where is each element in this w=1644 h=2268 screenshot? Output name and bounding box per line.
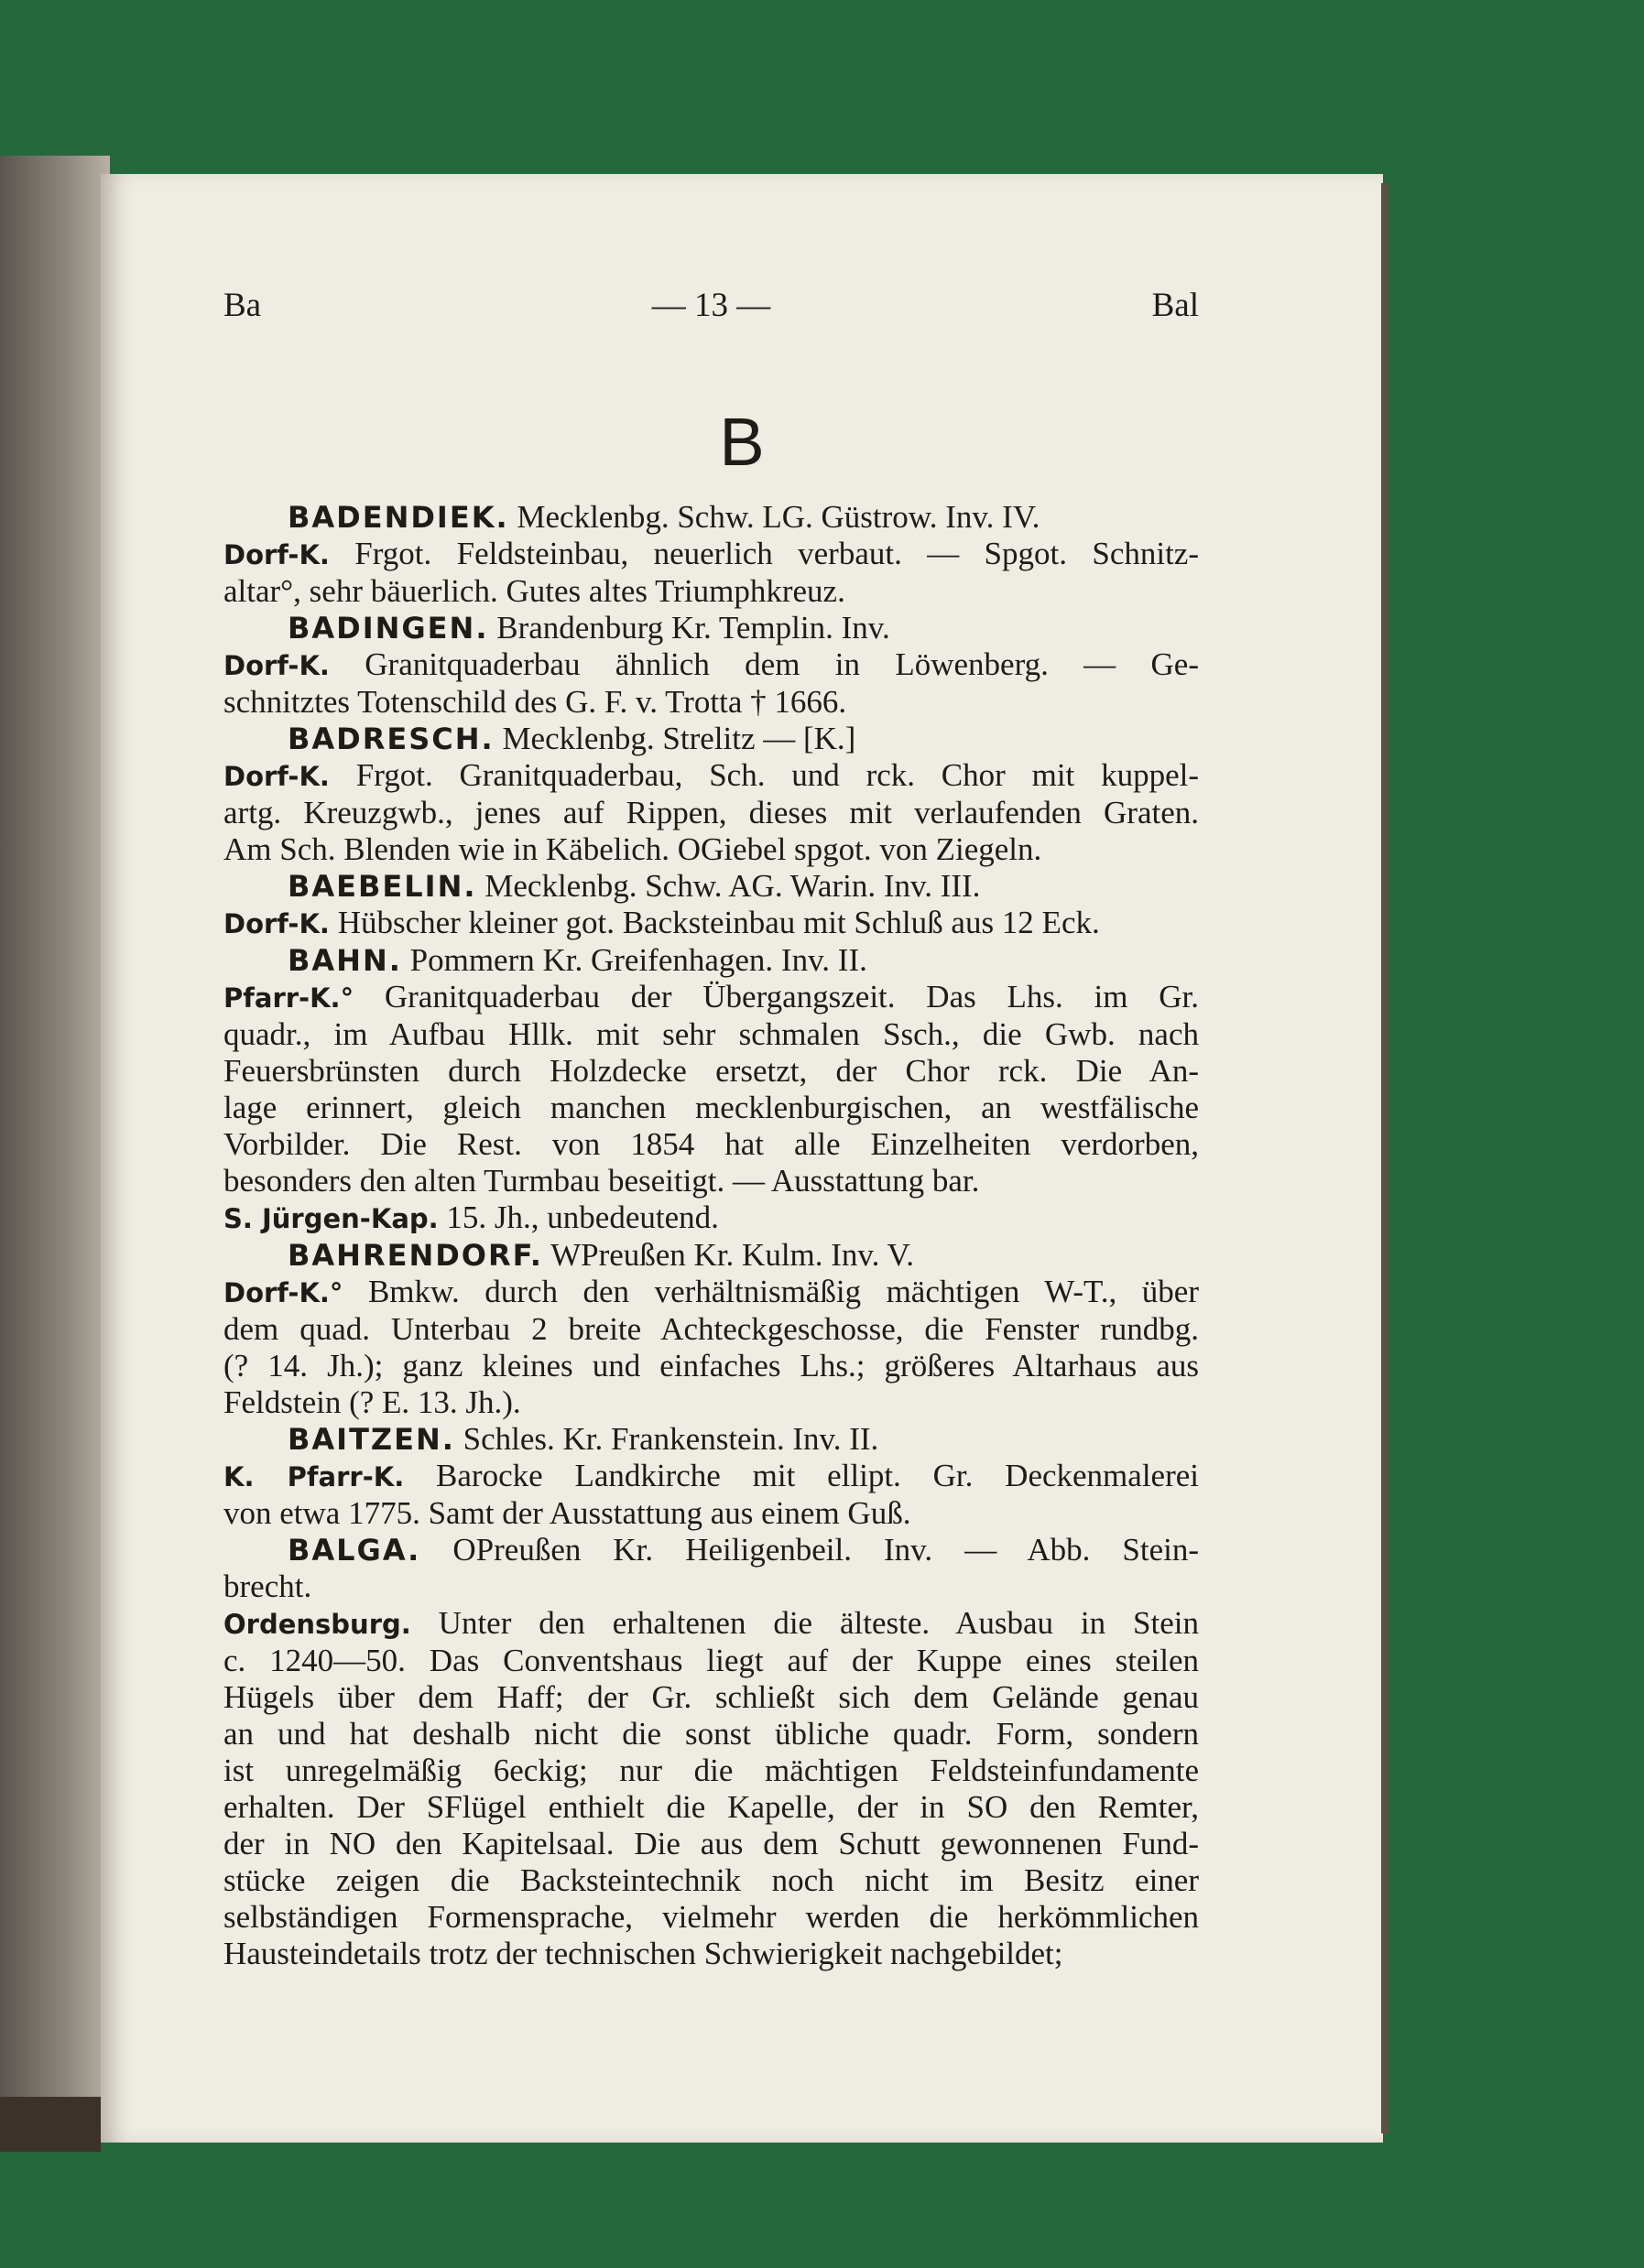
- line-text: Hügels über dem Haff; der Gr. schließt sich dem Gelände genau: [223, 1679, 1199, 1715]
- line-text: besonders den alten Turmbau beseitigt. — Ausstattung bar.: [223, 1163, 980, 1199]
- building-label: Dorf-K.: [223, 761, 330, 792]
- line-text: Vorbilder. Die Rest. von 1854 hat alle Einzelheiten verdorben,: [223, 1126, 1199, 1162]
- line-text: an und hat deshalb nicht die sonst übliche quadr. Form, sondern: [223, 1716, 1199, 1752]
- running-head: [223, 286, 1199, 331]
- gazetteer-entries: [223, 499, 1199, 1972]
- running-head-left: Ba: [223, 287, 262, 324]
- line-text: erhalten. Der SFlügel enthielt die Kapelle, der in SO den Remter,: [223, 1789, 1199, 1825]
- building-label: Dorf-K.: [223, 650, 330, 681]
- line-text: dem quad. Unterbau 2 breite Achteckgeschosse, die Fenster rundbg.: [223, 1311, 1199, 1347]
- text-line: [223, 1458, 1199, 1495]
- text-line: [223, 1679, 1199, 1716]
- text-line: [223, 1384, 1199, 1421]
- line-text: Mecklenbg. Schw. LG. Güstrow. Inv. IV.: [517, 499, 1040, 535]
- line-text: artg. Kreuzgwb., jenes auf Rippen, dieses mit verlaufenden Graten.: [223, 795, 1199, 830]
- text-line: [223, 1568, 1199, 1605]
- place-name: BAHRENDORF.: [288, 1238, 543, 1273]
- line-text: lage erinnert, gleich manchen mecklenburgischen, an westfälische: [223, 1090, 1199, 1125]
- building-label: Dorf-K.°: [223, 1277, 343, 1308]
- text-line: [223, 1826, 1199, 1862]
- page-number: — 13 —: [651, 287, 771, 324]
- text-line: [223, 1348, 1199, 1384]
- text-line: [223, 795, 1199, 831]
- text-line: [223, 942, 1199, 979]
- line-text: WPreußen Kr. Kulm. Inv. V.: [550, 1237, 915, 1273]
- line-text: Barocke Landkirche mit ellipt. Gr. Deckenmalerei: [404, 1458, 1199, 1493]
- line-text: selbständigen Formensprache, vielmehr werden die herkömmlichen: [223, 1899, 1199, 1935]
- line-text: c. 1240—50. Das Conventshaus liegt auf der Kuppe eines steilen: [223, 1643, 1199, 1678]
- line-text: Granitquaderbau der Übergangszeit. Das Lhs. im Gr.: [354, 979, 1199, 1015]
- building-label: K. Pfarr-K.: [223, 1461, 405, 1492]
- line-text: Frgot. Granitquaderbau, Sch. und rck. Chor mit kuppel-: [329, 757, 1199, 793]
- text-line: [223, 1495, 1199, 1532]
- text-line: [223, 499, 1199, 536]
- place-name: BAHN.: [288, 943, 402, 978]
- line-text: Schles. Kr. Frankenstein. Inv. II.: [463, 1421, 879, 1457]
- building-label: Pfarr-K.°: [223, 982, 354, 1014]
- line-text: Hübscher kleiner got. Backsteinbau mit Schluß aus 12 Eck.: [329, 905, 1100, 940]
- line-text: Unter den erhaltenen die älteste. Ausbau in Stein: [410, 1605, 1199, 1641]
- line-text: Feldstein (? E. 13. Jh.).: [223, 1384, 521, 1420]
- facing-page-edge: [0, 156, 110, 2133]
- line-text: der in NO den Kapitelsaal. Die aus dem Schutt gewonnenen Fund-: [223, 1826, 1199, 1861]
- line-text: Frgot. Feldsteinbau, neuerlich verbaut. — Spgot. Schnitz-: [329, 536, 1199, 571]
- text-line: [223, 646, 1199, 684]
- building-label: S. Jürgen-Kap.: [223, 1203, 439, 1234]
- text-line: [223, 721, 1199, 757]
- gazetteer-entry: [223, 942, 1199, 1237]
- line-text: Granitquaderbau ähnlich dem in Löwenberg. — Ge-: [329, 646, 1199, 682]
- line-text: Am Sch. Blenden wie in Käbelich. OGiebel spgot. von Ziegeln.: [223, 831, 1042, 867]
- text-line: [223, 1643, 1199, 1679]
- text-line: [223, 1126, 1199, 1163]
- text-line: [223, 1532, 1199, 1568]
- text-line: [223, 1274, 1199, 1311]
- line-text: altar°, sehr bäuerlich. Gutes altes Triumphkreuz.: [223, 573, 845, 609]
- text-line: [223, 1237, 1199, 1274]
- place-name: BAEBELIN.: [288, 869, 477, 904]
- text-line: [223, 684, 1199, 721]
- place-name: BALGA.: [288, 1533, 421, 1568]
- line-text: Pommern Kr. Greifenhagen. Inv. II.: [409, 942, 867, 978]
- line-text: (? 14. Jh.); ganz kleines und einfaches Lhs.; größeres Altarhaus aus: [223, 1348, 1199, 1384]
- gazetteer-entry: [223, 868, 1199, 942]
- text-line: [223, 979, 1199, 1016]
- text-line: [223, 1753, 1199, 1789]
- book-cover-corner: [0, 2097, 101, 2152]
- place-name: BADENDIEK.: [288, 500, 509, 535]
- text-line: [223, 1163, 1199, 1199]
- place-name: BADRESCH.: [288, 722, 495, 756]
- text-line: [223, 1311, 1199, 1348]
- place-name: BAITZEN.: [288, 1422, 455, 1457]
- building-label: Dorf-K.: [223, 539, 330, 570]
- text-line: [223, 868, 1199, 905]
- place-name: BADINGEN.: [288, 611, 489, 646]
- line-text: Hausteindetails trotz der technischen Schwierigkeit nachgebildet;: [223, 1936, 1063, 1971]
- running-head-right: Bal: [1151, 287, 1199, 324]
- text-line: [223, 1605, 1199, 1643]
- line-text: Feuersbrünsten durch Holzdecke ersetzt, der Chor rck. Die An-: [223, 1053, 1199, 1089]
- text-line: [223, 1789, 1199, 1826]
- text-line: [223, 1936, 1199, 1972]
- line-text: quadr., im Aufbau Hllk. mit sehr schmalen Ssch., die Gwb. nach: [223, 1016, 1199, 1052]
- line-text: brecht.: [223, 1568, 312, 1604]
- text-line: [223, 1716, 1199, 1753]
- gazetteer-entry: [223, 1421, 1199, 1532]
- gazetteer-entry: [223, 499, 1199, 610]
- line-text: von etwa 1775. Samt der Ausstattung aus einem Guß.: [223, 1495, 911, 1531]
- text-line: [223, 1421, 1199, 1458]
- line-text: stücke zeigen die Backsteintechnik noch nicht im Besitz einer: [223, 1862, 1199, 1898]
- building-label: Ordensburg.: [223, 1609, 411, 1640]
- line-text: Bmkw. durch den verhältnismäßig mächtigen W-T., über: [343, 1274, 1199, 1309]
- gazetteer-entry: [223, 1532, 1199, 1972]
- text-line: [223, 536, 1199, 573]
- text-line: [223, 905, 1199, 942]
- gazetteer-entry: [223, 721, 1199, 868]
- line-text: 15. Jh., unbedeutend.: [438, 1199, 719, 1235]
- text-line: [223, 1199, 1199, 1237]
- text-line: [223, 1090, 1199, 1126]
- text-line: [223, 610, 1199, 646]
- text-line: [223, 1862, 1199, 1899]
- line-text: ist unregelmäßig 6eckig; nur die mächtigen Feldsteinfundamente: [223, 1753, 1199, 1788]
- line-text: OPreußen Kr. Heiligenbeil. Inv. — Abb. Stein-: [452, 1532, 1200, 1568]
- text-line: [223, 573, 1199, 610]
- text-line: [223, 1016, 1199, 1053]
- building-label: Dorf-K.: [223, 908, 330, 939]
- line-text: Mecklenbg. Schw. AG. Warin. Inv. III.: [484, 868, 981, 904]
- gazetteer-entry: [223, 610, 1199, 721]
- section-letter: B: [719, 404, 765, 480]
- gazetteer-entry: [223, 1237, 1199, 1421]
- text-line: [223, 1899, 1199, 1936]
- line-text: Mecklenbg. Strelitz — [K.]: [502, 721, 856, 756]
- line-text: schnitztes Totenschild des G. F. v. Trotta † 1666.: [223, 684, 847, 720]
- text-line: [223, 757, 1199, 795]
- text-line: [223, 831, 1199, 868]
- line-text: Brandenburg Kr. Templin. Inv.: [496, 610, 890, 646]
- text-line: [223, 1053, 1199, 1090]
